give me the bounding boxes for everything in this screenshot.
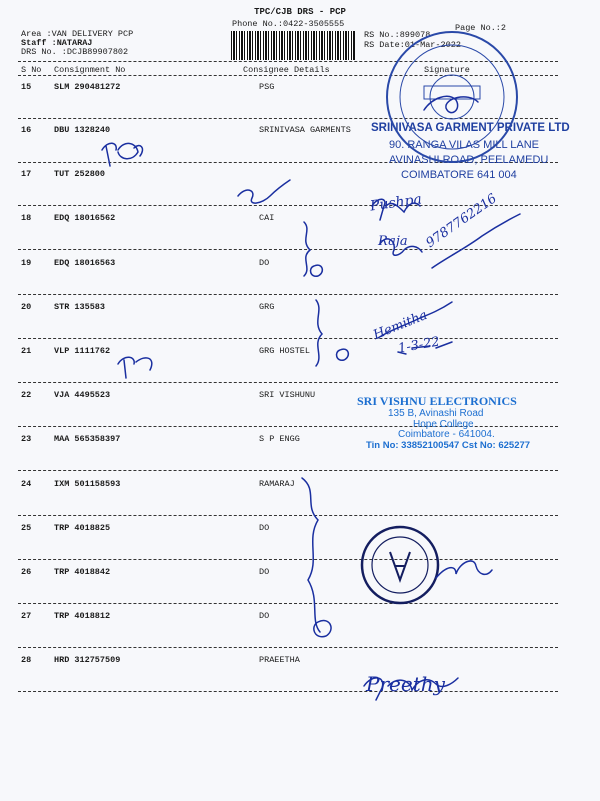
row21-handwritten-name: Hemitha <box>371 307 430 344</box>
row-consignment: MAA 565358397 <box>54 434 121 444</box>
row-sno: 27 <box>21 611 32 621</box>
row-consignment: SLM 290481272 <box>54 82 121 92</box>
row-consignee: PSG <box>259 82 275 92</box>
handwritten-marks <box>102 96 520 700</box>
row21-handwritten-date: 1-3-22 <box>397 334 441 357</box>
srinivasa-stamp-line3: AVINASHI ROAD, PEELAMEDU <box>389 154 549 166</box>
document-title: TPC/CJB DRS - PCP <box>254 7 346 17</box>
col-header-signature: Signature <box>424 65 470 75</box>
row-consignee: DO <box>259 567 270 577</box>
row-sno: 25 <box>21 523 32 533</box>
row-consignment: VJA 4495523 <box>54 390 111 400</box>
row-consignment: EDQ 18016563 <box>54 258 116 268</box>
row-sno: 28 <box>21 655 32 665</box>
area-label: Area :VAN DELIVERY PCP <box>21 29 134 39</box>
bracket-20-21 <box>316 300 322 366</box>
vishnu-stamp-line3: Hope College <box>413 419 474 430</box>
col-header-sno: S No <box>21 65 42 75</box>
row19-circled-mark <box>311 265 323 276</box>
row-consignment: EDQ 18016562 <box>54 213 116 223</box>
vishnu-stamp-line5: Tin No: 33852100547 Cst No: 625277 <box>366 440 531 451</box>
row-consignee: DO <box>259 258 270 268</box>
row-consignment: VLP 1111762 <box>54 346 111 356</box>
row-consignee: GRG <box>259 302 275 312</box>
row-consignee: RAMARAJ <box>259 479 295 489</box>
rs-number: RS No.:899078 <box>364 30 431 40</box>
row28-handwritten-name: Preethy <box>366 672 445 696</box>
row-sno: 21 <box>21 346 32 356</box>
row16-initials-scribble <box>102 143 142 166</box>
row-sno: 24 <box>21 479 32 489</box>
bracket-24-27 <box>302 478 320 632</box>
page-number: Page No.:2 <box>455 23 507 33</box>
row-sno: 26 <box>21 567 32 577</box>
vishnu-stamp-line1: SRI VISHNU ELECTRONICS <box>357 394 517 408</box>
row-consignee: CAI <box>259 213 275 223</box>
row26-signature-scribble <box>436 561 492 578</box>
row-consignment: TRP 4018812 <box>54 611 111 621</box>
row-sno: 22 <box>21 390 32 400</box>
bracket-18-19 <box>304 222 310 276</box>
row-consignee: SRI VISHUNU <box>259 390 316 400</box>
row-consignee: GRG HOSTEL <box>259 346 311 356</box>
vishnu-stamp-line2: 135 B, Avinashi Road <box>388 408 484 419</box>
row27-circled-mark <box>314 621 331 637</box>
row-consignment: TUT 252800 <box>54 169 106 179</box>
row-consignment: DBU 1328240 <box>54 125 111 135</box>
row-consignment: IXM 501158593 <box>54 479 121 489</box>
srinivasa-stamp-line1: SRINIVASA GARMENT PRIVATE LTD <box>371 122 570 134</box>
row-consignee: DO <box>259 611 270 621</box>
staff-label: Staff :NATARAJ <box>21 38 93 48</box>
row21-initials-scribble <box>118 357 152 378</box>
row-sno: 17 <box>21 169 32 179</box>
ramana-round-seal <box>362 527 438 603</box>
phone-number: Phone No.:0422-3505555 <box>232 19 345 29</box>
srinivasa-stamp-line4: COIMBATORE 641 004 <box>401 169 517 181</box>
rs-date: RS Date:01-Mar-2022 <box>364 40 461 50</box>
row-consignee: PRAEETHA <box>259 655 300 665</box>
drs-number: DRS No. :DCJB89907802 <box>21 47 129 57</box>
row-consignee: SRINIVASA GARMENTS <box>259 125 351 135</box>
row-sno: 16 <box>21 125 32 135</box>
col-header-consignment: Consignment No <box>54 65 126 75</box>
row-consignee: DO <box>259 523 270 533</box>
handwritten-phone-number: 9787762216 <box>423 191 500 251</box>
row-sno: 20 <box>21 302 32 312</box>
row-consignment: HRD 312757509 <box>54 655 121 665</box>
row-sno: 18 <box>21 213 32 223</box>
row19-handwritten-note: Raja <box>378 234 408 249</box>
col-header-consignee: Consignee Details <box>243 65 330 75</box>
row-consignment: TRP 4018842 <box>54 567 111 577</box>
row-consignment: TRP 4018825 <box>54 523 111 533</box>
row-sno: 19 <box>21 258 32 268</box>
row-consignment: STR 135583 <box>54 302 106 312</box>
row-sno: 15 <box>21 82 32 92</box>
row18-handwritten-name: Pushpa <box>369 191 423 215</box>
row21-circled-mark <box>337 349 349 360</box>
row-sno: 23 <box>21 434 32 444</box>
vishnu-stamp-line4: Coimbatore - 641004. <box>398 429 495 440</box>
row-consignee: S P ENGG <box>259 434 300 444</box>
srinivasa-stamp-line2: 90. RANGA VILAS MILL LANE <box>389 139 539 151</box>
row17-signature-scribble <box>238 180 290 203</box>
